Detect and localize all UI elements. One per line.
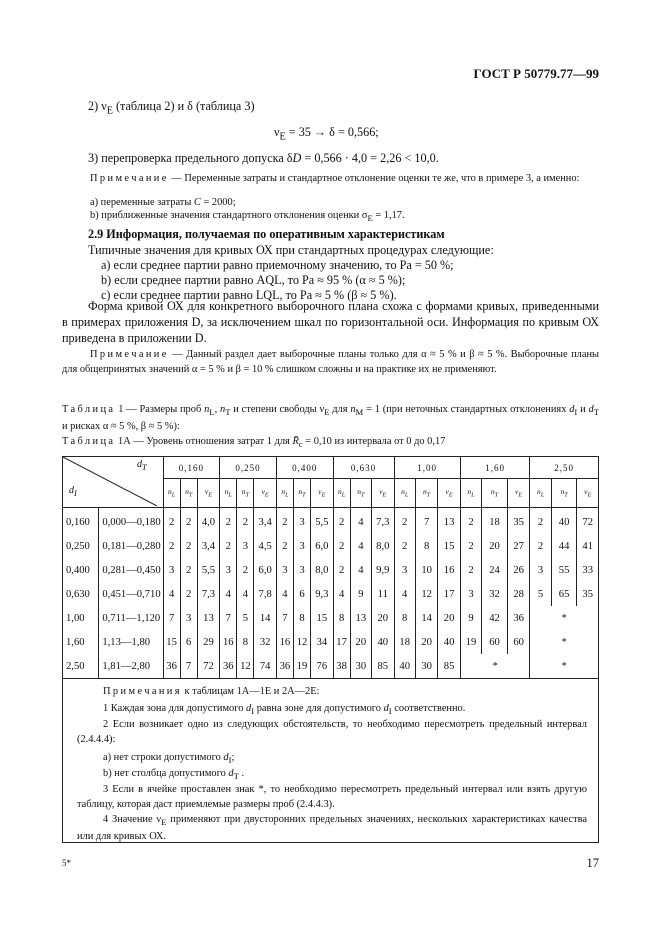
table-cell: 29 — [197, 630, 219, 654]
sub-header-ve: $\nu_E$ — [438, 479, 460, 508]
notes-title-text: к таблицам 1А—1Е и 2А—2Е: — [181, 686, 320, 697]
table-cell: 4 — [333, 582, 350, 606]
table-cell: 15 — [311, 606, 333, 630]
table-cell: 11 — [372, 582, 394, 606]
table-cell: 36 — [507, 606, 529, 630]
group-header: 0,160 — [163, 457, 220, 479]
caption-1-text: 1 — Размеры проб $n_L$, $n_T$ и степени свободы $\nu_E$ для $n_M = 1$ (при неточных стандартных отклонениях $d_I$ и $d_T$ и рисках α ≈ 5 %, β ≈ 5 %): — [62, 404, 599, 432]
table-cell: 8 — [394, 606, 415, 630]
table-cell: 2 — [220, 508, 237, 535]
note-2-text: — Данный раздел дает выборочные планы только для α ≈ 5 % и β ≈ 5 %. Выборочные планы для общепринятых значений α = 5 % и β = 10 % слишком сложны и на практике их не применяют. — [62, 349, 599, 375]
sub-header-nl: $n_L$ — [394, 479, 415, 508]
table-cell: 33 — [577, 558, 599, 582]
table-caption-2 — [62, 435, 445, 452]
table-cell: 2 — [180, 508, 197, 535]
table-cell: 3 — [220, 558, 237, 582]
table-cell: 20 — [438, 606, 460, 630]
row-range: 0,451—0,710 — [99, 582, 163, 606]
group-header: 0,400 — [276, 457, 333, 479]
table-cell: 2 — [220, 534, 237, 558]
table-cell: 2 — [530, 534, 551, 558]
group-header: 1,60 — [460, 457, 530, 479]
note-item-1: 1 Каждая зона для допустимого $d_I$ равна зоне для допустимого $d_I$ соответственно. — [103, 703, 466, 717]
note-1 — [62, 172, 599, 186]
table-cell: 8 — [333, 606, 350, 630]
table-cell: 2 — [530, 508, 551, 535]
table-cell: 2 — [333, 558, 350, 582]
table-cell: 72 — [197, 654, 219, 679]
table-cell: 3 — [163, 558, 180, 582]
table-cell: 6,0 — [311, 534, 333, 558]
row-d-value: 0,400 — [63, 558, 99, 582]
caption-2-text: 1А — Уровень отношения затрат 1 для $R̄_c = 0,10$ из интервала от 0 до 0,17 — [115, 436, 446, 450]
table-cell: 7 — [163, 606, 180, 630]
group-header: 0,630 — [333, 457, 394, 479]
table-cell: 30 — [415, 654, 437, 679]
row-d-value: 0,160 — [63, 508, 99, 535]
sub-header-nt: $n_T$ — [551, 479, 577, 508]
table-cell: 3 — [293, 558, 310, 582]
table-cell: 4 — [350, 508, 371, 535]
table-cell: 8 — [293, 606, 310, 630]
table-cell: 13 — [350, 606, 371, 630]
row-d-value: 2,50 — [63, 654, 99, 679]
table-cell: 12 — [293, 630, 310, 654]
table-cell: 18 — [482, 508, 508, 535]
table-cell: 15 — [163, 630, 180, 654]
group-header: 1,00 — [394, 457, 460, 479]
table-cell: 20 — [482, 534, 508, 558]
table-cell: 4 — [220, 582, 237, 606]
note-item-3: 3 Если в ячейке проставлен знак *, то необходимо пересмотреть предельный интервал или взять другую таблицу, которая даст приемлемые размеры проб (2.4.4.3). — [77, 784, 587, 810]
table-cell: 36 — [220, 654, 237, 679]
table-cell: 3 — [276, 558, 293, 582]
table-cell: 35 — [507, 508, 529, 535]
table-cell: 40 — [438, 630, 460, 654]
table-caption-1 — [62, 403, 599, 433]
section-paragraph: Форма кривой ОХ для конкретного выборочного плана схожа с формами кривых, приведенными в примерах приложения D, за исключением шкал по горизонтальной оси. Информация по кривым ОХ приведена в приложении D. — [62, 299, 599, 345]
table-cell: 14 — [415, 606, 437, 630]
table-cell: 55 — [551, 558, 577, 582]
note-2 — [62, 348, 599, 377]
footer-mark: 5* — [62, 858, 71, 868]
table-cell: 16 — [276, 630, 293, 654]
table-cell: 24 — [482, 558, 508, 582]
table-row — [63, 654, 599, 679]
row-range: 0,281—0,450 — [99, 558, 163, 582]
sub-header-nl: $n_L$ — [276, 479, 293, 508]
note-item-2a: a) нет строки допустимого $d_I$; — [103, 752, 235, 766]
table-row — [63, 606, 599, 630]
table-cell: 2 — [394, 508, 415, 535]
table-cell: 4 — [394, 582, 415, 606]
table-cell: 32 — [254, 630, 276, 654]
table-cell: 6 — [293, 582, 310, 606]
table-cell: 19 — [293, 654, 310, 679]
table-cell: 74 — [254, 654, 276, 679]
sub-header-nt: $n_T$ — [180, 479, 197, 508]
table-row — [63, 630, 599, 654]
table-cell: 12 — [237, 654, 254, 679]
sub-header-nt: $n_T$ — [237, 479, 254, 508]
table-cell: 2 — [237, 508, 254, 535]
section-lead: Типичные значения для кривых ОХ при стандартных процедурах следующие: — [88, 243, 494, 257]
table-cell: 35 — [577, 582, 599, 606]
table-cell: 2 — [460, 534, 481, 558]
table-cell: 40 — [394, 654, 415, 679]
table-cell: 17 — [333, 630, 350, 654]
table-notes — [62, 679, 599, 843]
table-cell: 3 — [293, 508, 310, 535]
table-cell: 3 — [460, 582, 481, 606]
table-cell: 2 — [180, 582, 197, 606]
star-cell: * — [460, 654, 530, 679]
table-cell: 9 — [460, 606, 481, 630]
table-cell: 4,5 — [254, 534, 276, 558]
table-cell: 5 — [237, 606, 254, 630]
table-cell: 10 — [415, 558, 437, 582]
section-a: a) если среднее партии равно приемочному значению, то Pa = 50 %; — [101, 258, 454, 272]
table-cell: 17 — [438, 582, 460, 606]
table-cell: 12 — [415, 582, 437, 606]
row-range: 1,81—2,80 — [99, 654, 163, 679]
table-cell: 2 — [163, 508, 180, 535]
table-cell: 2 — [333, 508, 350, 535]
table-cell: 72 — [577, 508, 599, 535]
table-cell: 7 — [415, 508, 437, 535]
sub-header-nt: $n_T$ — [350, 479, 371, 508]
table-cell: 76 — [311, 654, 333, 679]
sub-header-nt: $n_T$ — [415, 479, 437, 508]
sub-header-ve: $\nu_E$ — [311, 479, 333, 508]
table-cell: 40 — [372, 630, 394, 654]
note-1-b: b) приближенные значения стандартного отклонения оценки $\sigma_E = 1,17$. — [90, 210, 405, 224]
star-cell: * — [530, 630, 599, 654]
table-cell: 16 — [438, 558, 460, 582]
sub-header-ve: $\nu_E$ — [507, 479, 529, 508]
table-cell: 8,0 — [372, 534, 394, 558]
row-range: 1,13—1,80 — [99, 630, 163, 654]
table-cell: 85 — [372, 654, 394, 679]
notes-title-label: Примечания — [103, 686, 182, 697]
table-cell: 13 — [438, 508, 460, 535]
table-cell: 60 — [482, 630, 508, 654]
note-item-2b: b) нет столбца допустимого $d_T$ . — [103, 768, 245, 782]
table-cell: 2 — [276, 508, 293, 535]
table-row — [63, 558, 599, 582]
sub-header-nl: $n_L$ — [530, 479, 551, 508]
table-cell: 27 — [507, 534, 529, 558]
table-cell: 3 — [237, 534, 254, 558]
table-cell: 34 — [311, 630, 333, 654]
table-cell: 7,8 — [254, 582, 276, 606]
sub-header-nt: $n_T$ — [293, 479, 310, 508]
table-cell: 32 — [482, 582, 508, 606]
caption-2-label: Таблица — [62, 436, 116, 447]
table-cell: 7,3 — [197, 582, 219, 606]
sub-header-ve: $\nu_E$ — [577, 479, 599, 508]
table-cell: 7 — [220, 606, 237, 630]
star-cell: * — [530, 654, 599, 679]
section-c: c) если среднее партии равно LQL, то Pa ≈ 5 % (β ≈ 5 %). — [101, 288, 397, 302]
table-cell: 14 — [254, 606, 276, 630]
table-cell: 20 — [415, 630, 437, 654]
table-body — [63, 508, 599, 679]
corner-dt: $d_T$ — [137, 459, 147, 472]
sub-header-nl: $n_L$ — [460, 479, 481, 508]
sub-header-ve: $\nu_E$ — [372, 479, 394, 508]
table-cell: 5 — [530, 582, 551, 606]
table-cell: 41 — [577, 534, 599, 558]
table-cell: 4 — [237, 582, 254, 606]
row-d-value: 1,00 — [63, 606, 99, 630]
table-cell: 4,0 — [197, 508, 219, 535]
table-cell: 13 — [197, 606, 219, 630]
table-cell: 16 — [220, 630, 237, 654]
table-cell: 3 — [180, 606, 197, 630]
table-row — [63, 534, 599, 558]
table-cell: 8 — [237, 630, 254, 654]
note-item-2: 2 Если возникает одно из следующих обстоятельств, то необходимо пересмотреть предельный интервал (2.4.4.4): — [77, 719, 587, 745]
table-cell: 2 — [180, 558, 197, 582]
sub-header-ve: $\nu_E$ — [197, 479, 219, 508]
table-cell: 30 — [350, 654, 371, 679]
table-cell: 26 — [507, 558, 529, 582]
section-title: 2.9 Информация, получаемая по оперативным характеристикам — [88, 227, 445, 241]
table-row — [63, 582, 599, 606]
table-cell: 4 — [350, 558, 371, 582]
table-cell: 18 — [394, 630, 415, 654]
table-cell: 9 — [350, 582, 371, 606]
row-d-value: 0,630 — [63, 582, 99, 606]
table-cell: 3,4 — [254, 508, 276, 535]
table-cell: 2 — [276, 534, 293, 558]
sub-header-ve: $\nu_E$ — [254, 479, 276, 508]
table-cell: 2 — [394, 534, 415, 558]
table-cell: 38 — [333, 654, 350, 679]
table-cell: 44 — [551, 534, 577, 558]
caption-1-label: Таблица — [62, 404, 116, 415]
group-header: 2,50 — [530, 457, 599, 479]
table-cell: 65 — [551, 582, 577, 606]
item-2: 2) $\nu_E$ (таблица 2) и δ (таблица 3) — [88, 99, 255, 117]
table-cell: 2 — [333, 534, 350, 558]
table-cell: 85 — [438, 654, 460, 679]
table-cell: 8 — [415, 534, 437, 558]
table-cell: 28 — [507, 582, 529, 606]
row-d-value: 1,60 — [63, 630, 99, 654]
table-cell: 7 — [276, 606, 293, 630]
table-cell: 2 — [460, 558, 481, 582]
star-cell: * — [530, 606, 599, 630]
table-cell: 2 — [460, 508, 481, 535]
table-cell: 9,9 — [372, 558, 394, 582]
row-range: 0,181—0,280 — [99, 534, 163, 558]
table-cell: 5,5 — [197, 558, 219, 582]
table-cell: 2 — [180, 534, 197, 558]
row-d-value: 0,250 — [63, 534, 99, 558]
standard-number: ГОСТ Р 50779.77—99 — [473, 66, 599, 81]
table-cell: 5,5 — [311, 508, 333, 535]
table-cell: 7 — [180, 654, 197, 679]
table-1a — [62, 456, 599, 679]
table-cell: 15 — [438, 534, 460, 558]
table-cell: 40 — [551, 508, 577, 535]
group-header: 0,250 — [220, 457, 277, 479]
table-cell: 36 — [276, 654, 293, 679]
note-2-label: Примечание — [90, 349, 169, 360]
note-1-a: a) переменные затраты C = 2000; — [90, 197, 236, 208]
notes-title — [103, 685, 320, 699]
row-range: 0,711—1,120 — [99, 606, 163, 630]
table-cell: 20 — [372, 606, 394, 630]
table-cell: 3 — [530, 558, 551, 582]
row-range: 0,000—0,180 — [99, 508, 163, 535]
table-cell: 3 — [394, 558, 415, 582]
table-cell: 20 — [350, 630, 371, 654]
page-number: 17 — [586, 856, 599, 870]
formula-1: $\nu_E = 35 \to \delta = 0,566$; — [274, 125, 379, 143]
table-row — [63, 508, 599, 535]
item-3: 3) перепроверка предельного допуска δD = 0,566 · 4,0 = 2,26 < 10,0. — [88, 151, 439, 165]
table-cell: 36 — [163, 654, 180, 679]
table-cell: 8,0 — [311, 558, 333, 582]
note-1-text: — Переменные затраты и стандартное отклонение оценки те же, что в примере 3, а именно: — [168, 173, 580, 184]
table-cell: 2 — [237, 558, 254, 582]
table-cell: 4 — [276, 582, 293, 606]
sub-header-nl: $n_L$ — [220, 479, 237, 508]
table-cell: 19 — [460, 630, 481, 654]
table-cell: 4 — [163, 582, 180, 606]
table-cell: 7,3 — [372, 508, 394, 535]
table-cell: 2 — [163, 534, 180, 558]
table-cell: 60 — [507, 630, 529, 654]
note-item-4: 4 Значение $\nu_E$ применяют при двусторонних предельных значениях, нескольких характеристиках качества или для кривых ОХ. — [77, 814, 587, 842]
table-cell: 6,0 — [254, 558, 276, 582]
table-cell: 3 — [293, 534, 310, 558]
table-cell: 9,3 — [311, 582, 333, 606]
note-1-label: Примечание — [90, 173, 169, 184]
table-cell: 3,4 — [197, 534, 219, 558]
table-cell: 6 — [180, 630, 197, 654]
section-b: b) если среднее партии равно AQL, то Pa ≈ 95 % (α ≈ 5 %); — [101, 273, 406, 287]
sub-header-nt: $n_T$ — [482, 479, 508, 508]
table-cell: 42 — [482, 606, 508, 630]
sub-header-nl: $n_L$ — [163, 479, 180, 508]
sub-header-nl: $n_L$ — [333, 479, 350, 508]
corner-cell — [63, 457, 164, 508]
table-cell: 4 — [350, 534, 371, 558]
corner-di: $d_I$ — [69, 485, 77, 498]
